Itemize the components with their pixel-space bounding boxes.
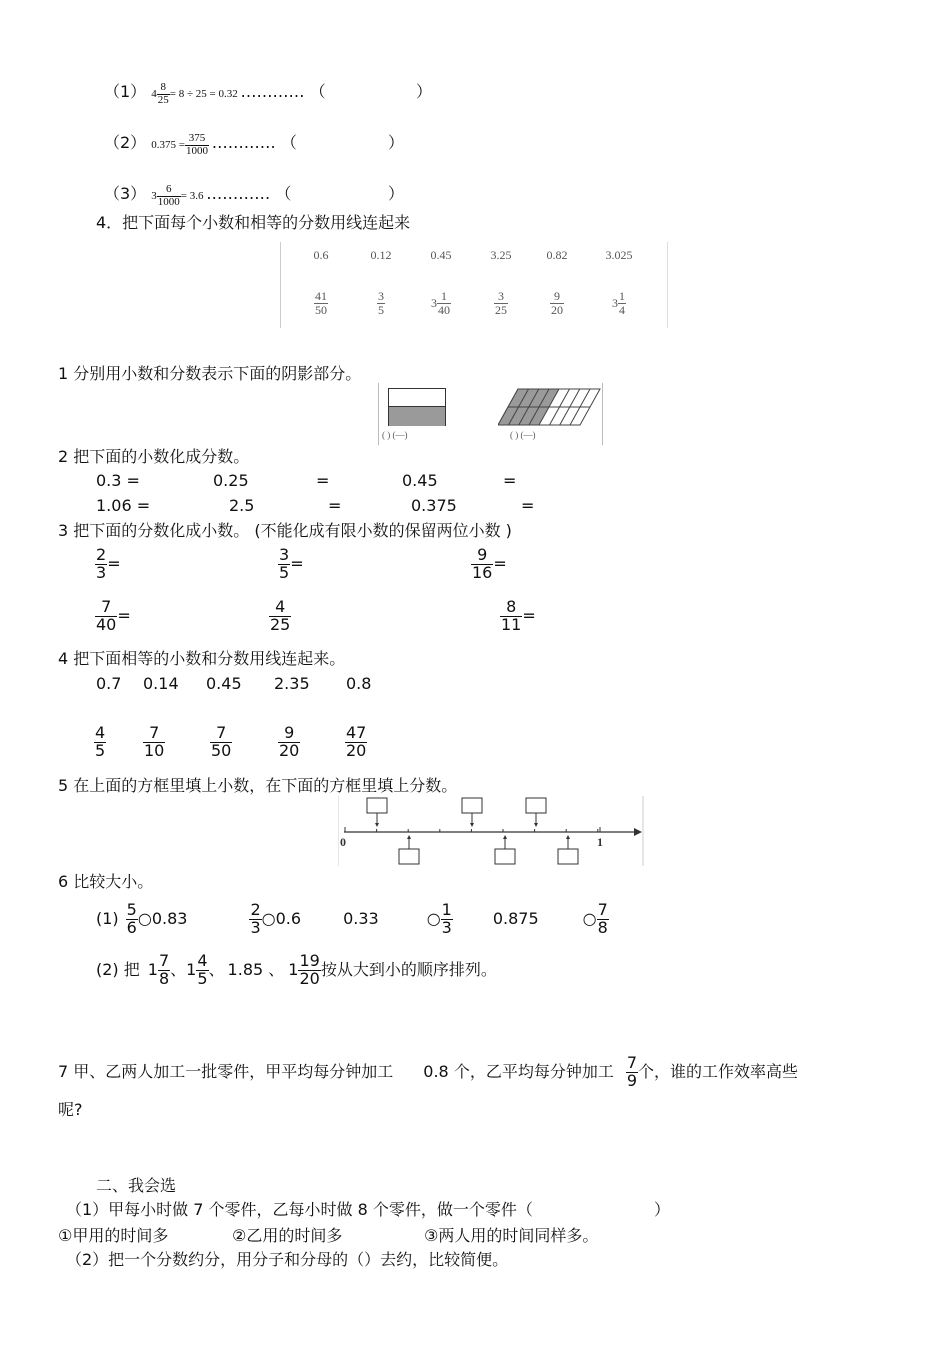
s4-fraction-3: $\frac{7}{50}$ xyxy=(211,723,232,760)
s2-title: 2 把下面的小数化成分数。 xyxy=(58,447,250,466)
shaded-rectangle xyxy=(388,388,446,426)
axis-label-one: 1 xyxy=(597,835,603,849)
q4-fraction: $\frac{3}{5}$ xyxy=(378,289,384,317)
q4-fraction: $\frac{41}{50}$ xyxy=(315,289,327,317)
s6-part2: (2) 把 1 $\frac{7}{8}$ 、 1 $\frac{4}{5}$ 、 1.85 、 1 $\frac{19}{20}$ 按从大到小的顺序排列。 xyxy=(96,950,497,988)
judge-2-expression: 0.375 = $\frac{375}{1000}$ xyxy=(151,132,208,157)
judge-3-answer-close[interactable]: ） xyxy=(388,184,405,203)
s2-r2-d: 0.375 xyxy=(411,496,457,515)
s4-decimal-2: 0.14 xyxy=(143,674,179,693)
s7-question: 7 甲、乙两人加工一批零件，甲平均每分钟加工 0.8 个，乙平均每分钟加工 $\frac{7}{9}$ 个，谁的工作效率高些 xyxy=(58,1052,799,1090)
s4-decimal-1: 0.7 xyxy=(96,674,122,693)
s2-r1-e: = xyxy=(503,471,517,490)
q4-decimal: 0.45 xyxy=(430,248,452,262)
choose-option-1[interactable]: ①甲用的时间多 xyxy=(58,1226,169,1245)
q4-fraction: 3 $\frac{1}{40}$ xyxy=(431,289,450,317)
q4-decimal: 3.025 xyxy=(605,248,633,262)
axis-label-zero: 0 xyxy=(340,835,346,849)
s2-r1-b: 0.25 xyxy=(213,471,249,490)
s3-item-6: $\frac{8}{11}$ = xyxy=(501,597,536,634)
q4-fraction: $\frac{3}{25}$ xyxy=(495,289,507,317)
shade-caption-1: ( ) (—) xyxy=(382,430,408,440)
s2-r2-a: 1.06 = xyxy=(96,496,151,515)
s2-r1-d: 0.45 xyxy=(402,471,438,490)
s4-title: 4 把下面相等的小数和分数用线连起来。 xyxy=(58,649,346,668)
s2-r1-a: 0.3 = xyxy=(96,471,140,490)
s2-r2-e: = xyxy=(521,496,535,515)
q4-decimal: 0.6 xyxy=(313,248,329,262)
s3-item-2: $\frac{3}{5}$ = xyxy=(279,545,304,582)
judge-item-1: （1） 4 $\frac{8}{25}$ = 8 ÷ 25 = 0.32 ………… （ xyxy=(104,81,326,106)
s6-part1: (1) $\frac{5}{6}$ ○ 0.83 $\frac{2}{3}$ ○ 0.6 0.33 ○ $\frac{1}{3}$ 0.875 ○ $\frac{7}{8}$ xyxy=(96,899,608,937)
s2-r2-b: 2.5 xyxy=(229,496,255,515)
s3-title: 3 把下面的分数化成小数。 (不能化成有限小数的保留两位小数 ) xyxy=(58,521,512,540)
choose-option-3[interactable]: ③两人用的时间同样多。 xyxy=(424,1226,599,1245)
judge-1-answer-close[interactable]: ） xyxy=(416,82,433,101)
judge-3-expression: 3 $\frac{6}{1000}$ = 3.6 xyxy=(151,183,204,208)
q4-fraction: $\frac{9}{20}$ xyxy=(551,289,563,317)
s5-title: 5 在上面的方框里填上小数，在下面的方框里填上分数。 xyxy=(58,776,458,795)
q4-fraction: 3 $\frac{1}{4}$ xyxy=(612,289,625,317)
shade-figures xyxy=(378,383,603,445)
s4-fraction-2: $\frac{7}{10}$ xyxy=(144,723,165,760)
s2-r1-c: = xyxy=(316,471,330,490)
judge-2-answer-close[interactable]: ） xyxy=(388,133,405,152)
choose-option-2[interactable]: ②乙用的时间多 xyxy=(232,1226,343,1245)
s4-decimal-3: 0.45 xyxy=(206,674,242,693)
s7-question-cont: 呢? xyxy=(58,1100,83,1119)
s4-fraction-1: $\frac{4}{5}$ xyxy=(95,723,106,760)
shade-caption-2: ( ) (—) xyxy=(510,430,536,440)
q4-decimal: 0.12 xyxy=(370,248,392,262)
upper-box-3 xyxy=(526,798,546,813)
q4-decimal: 0.82 xyxy=(546,248,568,262)
choose-q1-close[interactable]: ） xyxy=(654,1200,671,1219)
choose-q1: （1）甲每小时做 7 个零件，乙每小时做 8 个零件，做一个零件（ xyxy=(66,1200,533,1219)
s4-decimal-5: 0.8 xyxy=(346,674,372,693)
upper-box-1 xyxy=(367,798,387,813)
axis-arrow xyxy=(634,828,642,836)
s4-decimal-4: 2.35 xyxy=(274,674,310,693)
s3-item-1: $\frac{2}{3}$ = xyxy=(96,545,121,582)
judge-1-expression: 4 $\frac{8}{25}$ = 8 ÷ 25 = 0.32 xyxy=(151,81,238,106)
q4-title: 4．把下面每个小数和相等的分数用线连起来 xyxy=(96,213,411,232)
judge-item-2: （2） 0.375 = $\frac{375}{1000}$ ………… （ xyxy=(104,132,297,157)
number-line-figure xyxy=(338,796,646,866)
judge-item-3: （3） 3 $\frac{6}{1000}$ = 3.6 ………… （ xyxy=(104,183,292,208)
s6-title: 6 比较大小。 xyxy=(58,872,154,891)
s3-item-4: $\frac{7}{40}$ = xyxy=(96,597,131,634)
s3-item-3: $\frac{9}{16}$ = xyxy=(472,545,507,582)
s3-item-5: $\frac{4}{25}$ xyxy=(270,597,291,634)
s4-fraction-5: $\frac{47}{20}$ xyxy=(346,723,367,760)
lower-box-2 xyxy=(495,849,515,864)
q4-match-table xyxy=(280,242,668,328)
choose-heading: 二、我会选 xyxy=(96,1176,177,1195)
lower-box-3 xyxy=(558,849,578,864)
s2-r2-c: = xyxy=(328,496,342,515)
choose-q2: （2）把一个分数约分，用分子和分母的（）去约，比较简便。 xyxy=(66,1250,509,1269)
shaded-parallelogram xyxy=(498,387,603,429)
upper-box-2 xyxy=(462,798,482,813)
s1-title: 1 分别用小数和分数表示下面的阴影部分。 xyxy=(58,364,362,383)
s4-fraction-4: $\frac{9}{20}$ xyxy=(279,723,300,760)
q4-decimal: 3.25 xyxy=(490,248,512,262)
lower-box-1 xyxy=(399,849,419,864)
